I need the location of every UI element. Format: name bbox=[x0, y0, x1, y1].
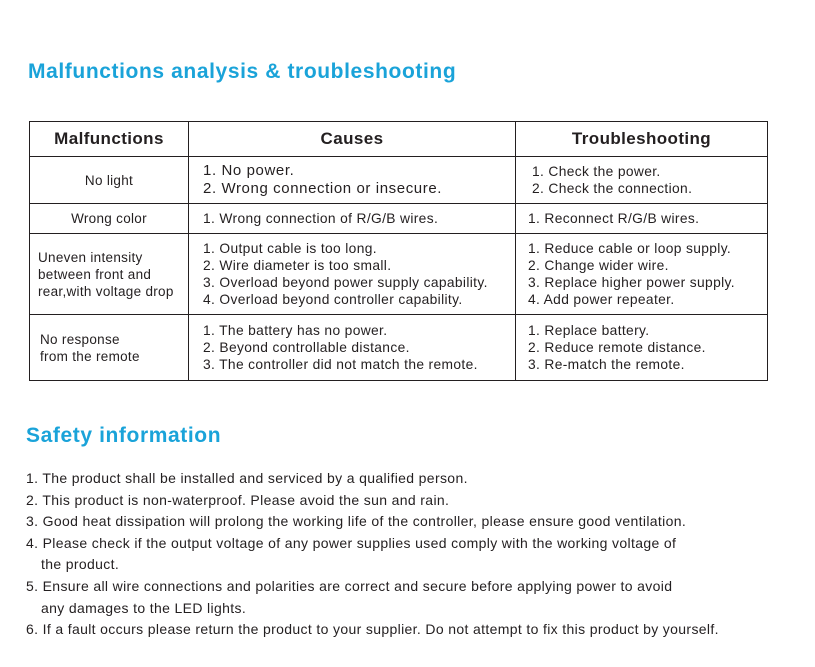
table-header-row bbox=[30, 122, 768, 157]
header-troubleshooting: Troubleshooting bbox=[516, 122, 768, 157]
troubleshooting-cell bbox=[516, 157, 768, 204]
cause-item: 2. Beyond controllable distance. bbox=[203, 340, 410, 355]
malfunction-cell: Wrong color bbox=[30, 204, 189, 234]
malfunction-line: No response bbox=[40, 331, 120, 347]
safety-item-text: 3. Good heat dissipation will prolong the working life of the controller, please ensure good ventilation. bbox=[26, 513, 687, 530]
causes-cell bbox=[189, 234, 516, 315]
header-causes: Causes bbox=[189, 122, 516, 157]
causes-cell bbox=[189, 315, 516, 381]
fix-item: 2. Reduce remote distance. bbox=[528, 340, 706, 355]
malfunction-cell bbox=[30, 315, 189, 381]
cause-item: 1. The battery has no power. bbox=[203, 323, 388, 338]
troubleshooting-cell bbox=[516, 204, 768, 234]
fix-item: 1. Check the power. bbox=[532, 164, 661, 179]
safety-item-text: 5. Ensure all wire connections and polarities are correct and secure before applying power to avoid bbox=[26, 577, 673, 594]
fix-item: 4. Add power repeater. bbox=[528, 292, 675, 307]
malfunction-line: from the remote bbox=[40, 348, 140, 364]
table-row bbox=[30, 234, 768, 315]
table-row bbox=[30, 204, 768, 234]
safety-item bbox=[26, 619, 796, 641]
causes-cell bbox=[189, 204, 516, 234]
cause-item: 2. Wrong connection or insecure. bbox=[203, 180, 443, 197]
safety-title: Safety information bbox=[26, 424, 222, 447]
table-row bbox=[30, 315, 768, 381]
page-title: Malfunctions analysis & troubleshooting bbox=[28, 60, 457, 83]
safety-item bbox=[26, 490, 796, 512]
cause-item: 2. Wire diameter is too small. bbox=[203, 258, 392, 273]
fix-item: 1. Reconnect R/G/B wires. bbox=[528, 211, 700, 226]
fix-item: 2. Check the connection. bbox=[532, 181, 693, 196]
causes-cell bbox=[189, 157, 516, 204]
cause-item: 3. Overload beyond power supply capability. bbox=[203, 275, 488, 290]
safety-item-text: 1. The product shall be installed and serviced by a qualified person. bbox=[26, 470, 468, 486]
malfunction-cell bbox=[30, 234, 189, 315]
cause-item: 1. Output cable is too long. bbox=[203, 241, 377, 256]
safety-list bbox=[26, 468, 796, 641]
table-row bbox=[30, 157, 768, 204]
safety-item bbox=[26, 468, 796, 490]
fix-item: 2. Change wider wire. bbox=[528, 258, 669, 273]
malfunction-cell: No light bbox=[30, 157, 189, 204]
cause-item: 1. Wrong connection of R/G/B wires. bbox=[203, 211, 439, 226]
malfunction-line: Uneven intensity bbox=[38, 249, 143, 265]
fix-item: 1. Reduce cable or loop supply. bbox=[528, 241, 732, 256]
troubleshooting-cell bbox=[516, 234, 768, 315]
cause-item: 3. The controller did not match the remote. bbox=[203, 357, 478, 372]
safety-item bbox=[26, 533, 796, 576]
cause-item: 1. No power. bbox=[203, 162, 295, 179]
fix-item: 3. Re-match the remote. bbox=[528, 357, 685, 372]
cause-item: 4. Overload beyond controller capability. bbox=[203, 292, 463, 307]
malfunction-line: rear,with voltage drop bbox=[38, 283, 174, 299]
safety-item-text: 2. This product is non-waterproof. Please avoid the sun and rain. bbox=[26, 491, 450, 508]
safety-item-text: 6. If a fault occurs please return the product to your supplier. Do not attempt to fix this product by yourself. bbox=[26, 621, 719, 638]
safety-item bbox=[26, 576, 796, 619]
malfunction-line: between front and bbox=[38, 266, 152, 282]
safety-item-text: 4. Please check if the output voltage of any power supplies used comply with the working voltage of bbox=[26, 534, 677, 551]
safety-item-continuation: any damages to the LED lights. bbox=[41, 599, 247, 616]
troubleshooting-table bbox=[29, 121, 768, 381]
safety-item bbox=[26, 511, 796, 533]
header-malfunctions: Malfunctions bbox=[30, 122, 189, 157]
safety-item-continuation: the product. bbox=[41, 556, 120, 573]
fix-item: 1. Replace battery. bbox=[528, 323, 650, 338]
fix-item: 3. Replace higher power supply. bbox=[528, 275, 735, 290]
troubleshooting-cell bbox=[516, 315, 768, 381]
